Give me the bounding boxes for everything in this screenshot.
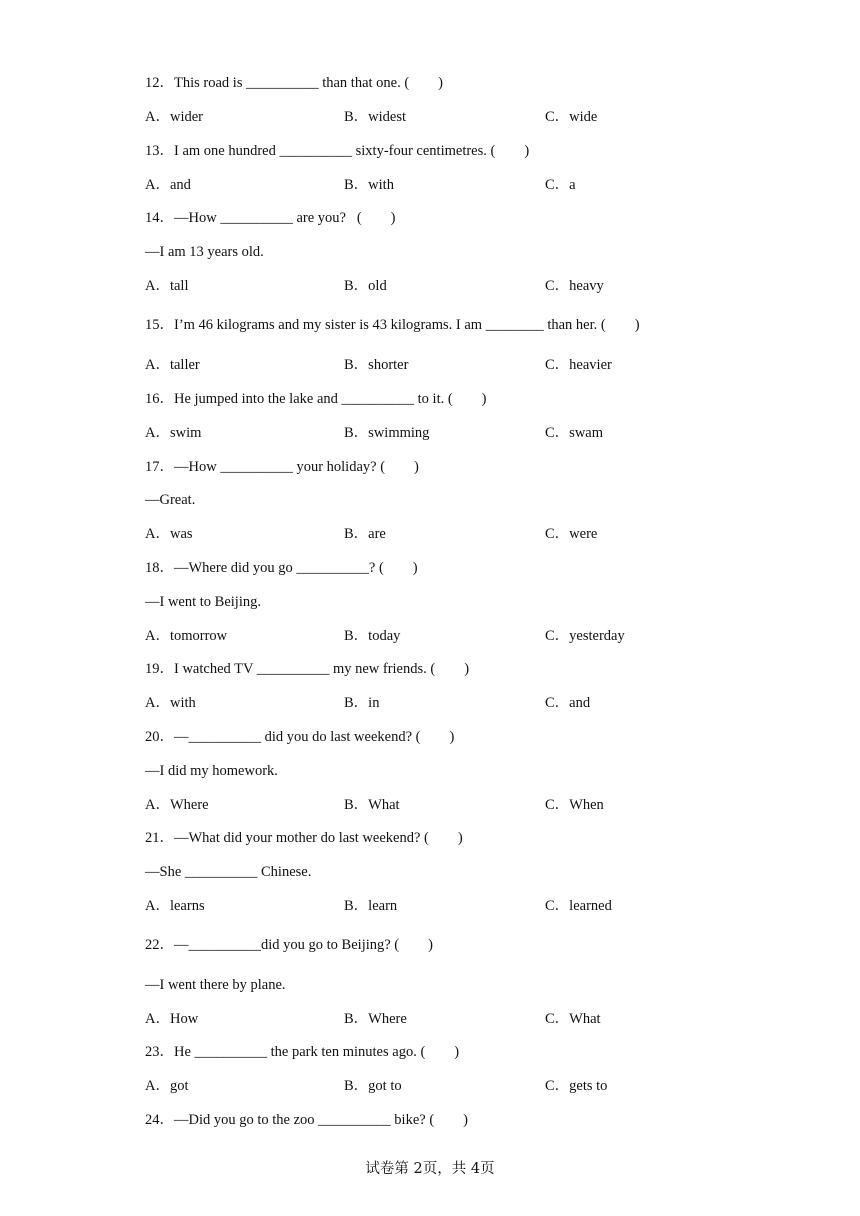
- option-a: A．swim: [145, 425, 202, 441]
- option-b: B．What: [344, 797, 400, 813]
- question-number: 16．: [145, 391, 174, 407]
- option-b: B．with: [344, 177, 394, 193]
- question-text: I watched TV __________ my new friends. ( ): [174, 661, 470, 677]
- option-a: A．with: [145, 695, 196, 711]
- option-a: A．How: [145, 1011, 199, 1027]
- question-15: [145, 316, 640, 334]
- question-text: —How __________ are you? ( ): [174, 210, 396, 226]
- option-b: B．in: [344, 695, 380, 711]
- question-text: —How __________ your holiday? ( ): [174, 459, 419, 475]
- option-a: A．got: [145, 1078, 189, 1094]
- option-b: B．widest: [344, 109, 407, 125]
- question-14: [145, 209, 396, 227]
- option-a: A．wider: [145, 109, 203, 125]
- question-16: [145, 390, 487, 408]
- option-b: B．old: [344, 278, 387, 294]
- question-18: [145, 559, 418, 577]
- question-23: [145, 1043, 459, 1061]
- question-19: [145, 660, 469, 678]
- option-c: C．a: [545, 177, 576, 193]
- question-number: 20．: [145, 729, 174, 745]
- question-text: —__________ did you do last weekend? ( ): [174, 729, 455, 745]
- question-text: I’m 46 kilograms and my sister is 43 kilograms. I am ________ than her. ( ): [174, 317, 640, 333]
- option-c: C．gets to: [545, 1078, 608, 1094]
- question-21: [145, 829, 463, 847]
- option-c: C．yesterday: [545, 628, 625, 644]
- option-a: A．and: [145, 177, 191, 193]
- option-a: A．was: [145, 526, 193, 542]
- question-text: I am one hundred __________ sixty-four centimetres. ( ): [174, 143, 530, 159]
- answer-line: —Great.: [145, 492, 196, 508]
- question-number: 21．: [145, 830, 174, 846]
- option-c: C．wide: [545, 109, 598, 125]
- question-20: [145, 728, 454, 746]
- option-a: A．taller: [145, 357, 200, 373]
- answer-line: —I am 13 years old.: [145, 244, 264, 260]
- option-c: C．What: [545, 1011, 601, 1027]
- answer-line: —I did my homework.: [145, 763, 278, 779]
- option-a: A．learns: [145, 898, 205, 914]
- option-b: B．today: [344, 628, 401, 644]
- question-number: 15．: [145, 317, 174, 333]
- option-c: C．heavier: [545, 357, 612, 373]
- question-text: He jumped into the lake and __________ to it. ( ): [174, 391, 487, 407]
- question-number: 23．: [145, 1044, 174, 1060]
- option-a: A．tomorrow: [145, 628, 228, 644]
- question-24: [145, 1111, 468, 1129]
- question-text: —__________did you go to Beijing? ( ): [174, 937, 433, 953]
- page-footer: 试卷第 2页，共 4页: [365, 1161, 495, 1177]
- answer-line: —I went there by plane.: [145, 977, 286, 993]
- question-number: 13．: [145, 143, 174, 159]
- question-number: 19．: [145, 661, 174, 677]
- option-c: C．were: [545, 526, 598, 542]
- question-number: 18．: [145, 560, 174, 576]
- question-number: 22．: [145, 937, 174, 953]
- option-c: C．When: [545, 797, 604, 813]
- option-b: B．learn: [344, 898, 398, 914]
- option-b: B．Where: [344, 1011, 407, 1027]
- question-number: 12．: [145, 75, 174, 91]
- option-b: B．swimming: [344, 425, 430, 441]
- answer-line: —She __________ Chinese.: [145, 864, 312, 880]
- question-text: He __________ the park ten minutes ago. ( ): [174, 1044, 460, 1060]
- question-22: [145, 936, 433, 954]
- question-text: —Did you go to the zoo __________ bike? ( ): [174, 1112, 468, 1128]
- question-number: 14．: [145, 210, 174, 226]
- option-a: A．Where: [145, 797, 209, 813]
- option-c: C．and: [545, 695, 591, 711]
- question-number: 17．: [145, 459, 174, 475]
- option-c: C．swam: [545, 425, 603, 441]
- question-17: [145, 458, 419, 476]
- question-12: [145, 74, 443, 92]
- option-c: C．heavy: [545, 278, 604, 294]
- question-number: 24．: [145, 1112, 174, 1128]
- option-a: A．tall: [145, 278, 189, 294]
- option-b: B．are: [344, 526, 386, 542]
- question-text: —Where did you go __________? ( ): [174, 560, 418, 576]
- option-b: B．got to: [344, 1078, 402, 1094]
- question-text: —What did your mother do last weekend? ( ): [174, 830, 463, 846]
- option-b: B．shorter: [344, 357, 409, 373]
- question-text: This road is __________ than that one. ( ): [174, 75, 444, 91]
- option-c: C．learned: [545, 898, 612, 914]
- question-13: [145, 142, 529, 160]
- answer-line: —I went to Beijing.: [145, 594, 261, 610]
